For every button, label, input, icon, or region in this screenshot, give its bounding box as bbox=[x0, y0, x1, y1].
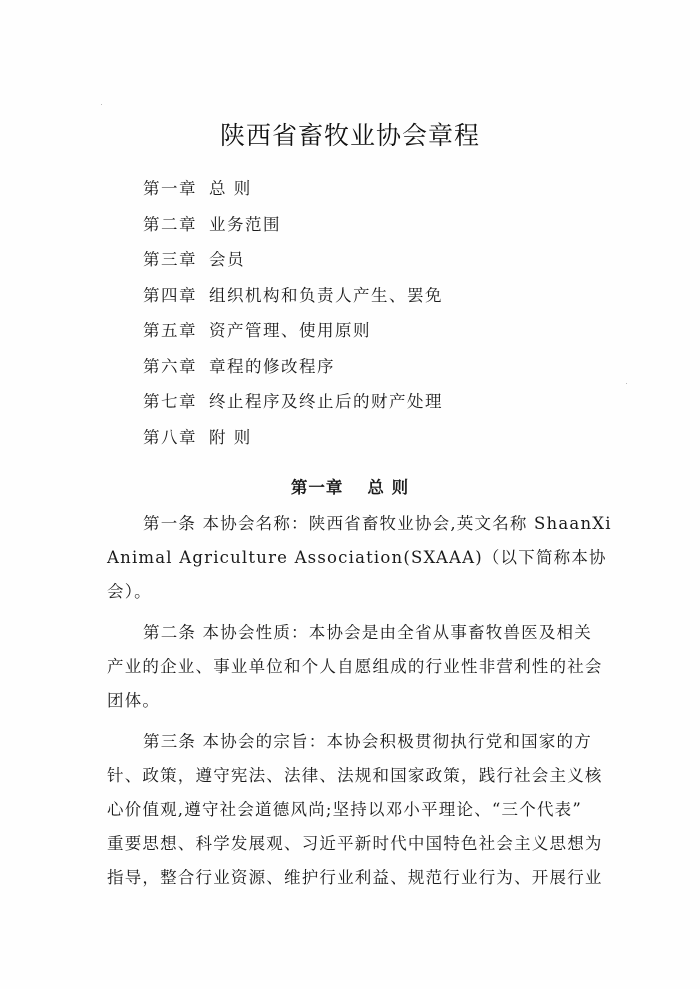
toc-chapter-title: 章程的修改程序 bbox=[209, 356, 335, 376]
section-title: 总 则 bbox=[367, 478, 410, 497]
document-title: 陕西省畜牧业协会章程 bbox=[219, 121, 480, 150]
article-line: 第二条 本协会性质：本协会是由全省从事畜牧兽医及相关 bbox=[143, 623, 592, 642]
toc-chapter-number: 第四章 bbox=[143, 285, 197, 305]
toc-chapter-number: 第二章 bbox=[143, 214, 197, 234]
toc-chapter-title: 附 则 bbox=[209, 427, 252, 447]
article-line: 第一条 本协会名称：陕西省畜牧业协会,英文名称 ShaanXi bbox=[143, 514, 612, 533]
article-line: 团体。 bbox=[107, 691, 161, 710]
article-line: 指导，整合行业资源、维护行业利益、规范行业行为、开展行业 bbox=[107, 868, 603, 887]
toc-item bbox=[143, 426, 443, 462]
toc-item bbox=[143, 248, 443, 284]
article-line: 产业的企业、事业单位和个人自愿组成的行业性非营利性的社会 bbox=[107, 657, 603, 676]
toc-item bbox=[143, 355, 443, 391]
toc-chapter-number: 第一章 bbox=[143, 179, 197, 198]
article-line: 针、政策，遵守宪法、法律、法规和国家政策，践行社会主义核 bbox=[107, 766, 603, 785]
scan-speck bbox=[626, 383, 627, 384]
article-line: 重要思想、科学发展观、习近平新时代中国特色社会主义思想为 bbox=[107, 834, 603, 853]
toc-chapter-title: 业务范围 bbox=[209, 214, 281, 234]
article-line: 第三条 本协会的宗旨：本协会积极贯彻执行党和国家的方 bbox=[143, 732, 592, 751]
toc-chapter-title: 总 则 bbox=[209, 179, 252, 198]
toc-item bbox=[143, 177, 443, 213]
toc-item bbox=[143, 390, 443, 426]
table-of-contents bbox=[143, 177, 443, 461]
scan-speck bbox=[101, 104, 102, 105]
toc-item bbox=[143, 284, 443, 320]
toc-chapter-number: 第六章 bbox=[143, 356, 197, 376]
toc-chapter-title: 会员 bbox=[209, 250, 245, 269]
toc-chapter-number: 第八章 bbox=[143, 427, 197, 447]
article-line: Animal Agriculture Association(SXAAA)（以下简称本协 bbox=[107, 548, 607, 567]
toc-chapter-title: 终止程序及终止后的财产处理 bbox=[209, 392, 443, 411]
toc-chapter-number: 第七章 bbox=[143, 392, 197, 411]
article-line: 心价值观,遵守社会道德风尚;坚持以邓小平理论、“三个代表” bbox=[107, 800, 582, 819]
article-line: 会）。 bbox=[107, 582, 152, 601]
toc-chapter-number: 第五章 bbox=[143, 321, 197, 340]
toc-chapter-title: 组织机构和负责人产生、罢免 bbox=[209, 285, 443, 305]
toc-chapter-title: 资产管理、使用原则 bbox=[209, 321, 371, 340]
toc-item bbox=[143, 319, 443, 355]
section-number: 第一章 bbox=[290, 478, 344, 497]
section-heading bbox=[0, 474, 700, 498]
toc-item bbox=[143, 213, 443, 249]
toc-chapter-number: 第三章 bbox=[143, 250, 197, 269]
